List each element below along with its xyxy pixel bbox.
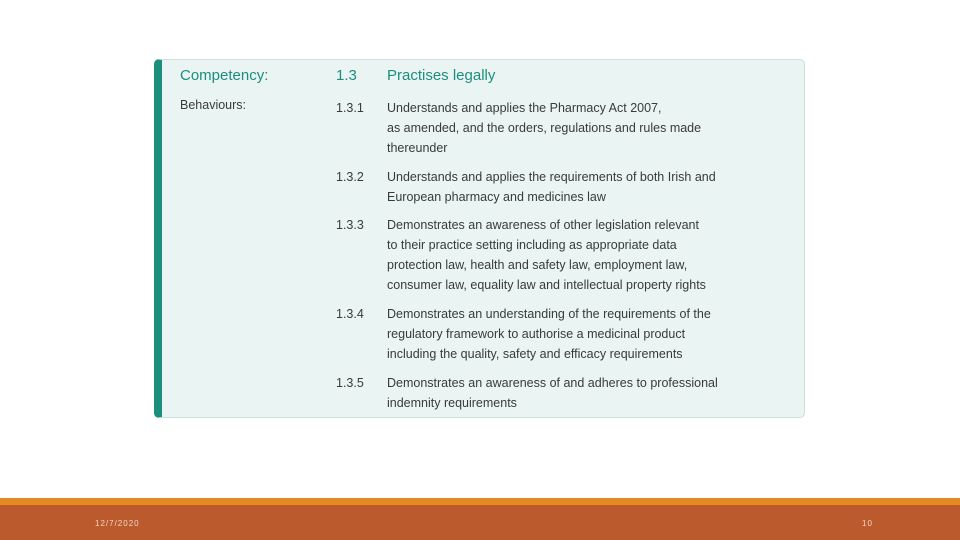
- behaviour-number: 1.3.3: [336, 218, 364, 232]
- page-number: 10: [862, 519, 873, 528]
- behaviour-number: 1.3.1: [336, 101, 364, 115]
- behaviour-text: Demonstrates an understanding of the requirements of the regulatory framework to authorise a medicinal product including the quality, safety and efficacy requirements: [387, 307, 711, 361]
- competency-number: 1.3: [336, 67, 357, 84]
- behaviour-number: 1.3.5: [336, 376, 364, 390]
- footer-accent-line: [0, 498, 960, 505]
- competency-label: Competency:: [180, 67, 269, 84]
- behaviours-label: Behaviours:: [180, 98, 247, 112]
- footer-date: 12/7/2020: [95, 519, 140, 528]
- behaviour-text: Demonstrates an awareness of other legislation relevant to their practice setting including as appropriate data protection law, health and safety law, employment law, consumer law, equality law and intellectual property rights: [387, 218, 706, 292]
- competency-title: Practises legally: [387, 67, 496, 84]
- behaviour-text: Understands and applies the requirements of both Irish and European pharmacy and medicines law: [387, 170, 716, 204]
- competency-card: [154, 59, 805, 418]
- behaviour-text: Understands and applies the Pharmacy Act 2007, as amended, and the orders, regulations and rules made thereunder: [387, 101, 702, 155]
- behaviour-number: 1.3.4: [336, 307, 364, 321]
- behaviour-number: 1.3.2: [336, 170, 364, 184]
- footer-bar: [0, 505, 960, 540]
- behaviour-text: Demonstrates an awareness of and adheres to professional indemnity requirements: [387, 376, 718, 410]
